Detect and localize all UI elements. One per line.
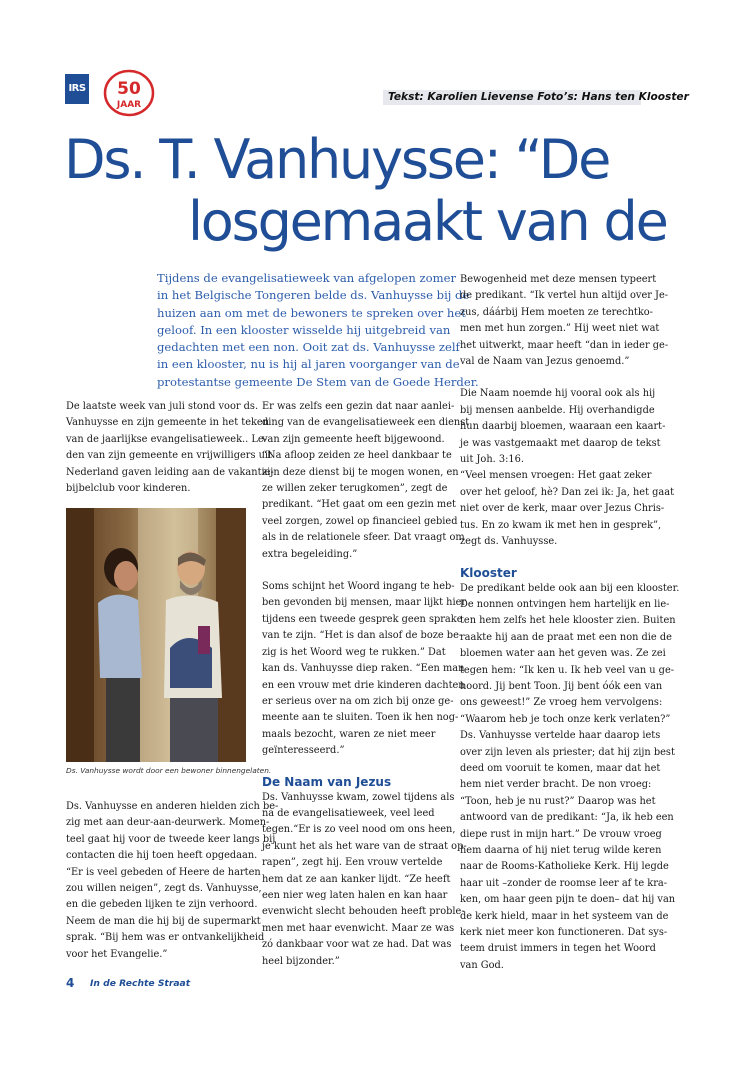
text-line: Soms schijnt het Woord ingang te heb-	[262, 581, 455, 593]
text-line: een nier weg laten halen en kan haar	[262, 889, 448, 901]
text-line: “Na afloop zeiden ze heel dankbaar te	[262, 450, 452, 462]
text-line: ben gevonden bij mensen, maar lijkt hier	[262, 597, 467, 609]
intro-line: protestantse gemeente De Stem van de Goede Herder.	[157, 374, 479, 389]
text-line: Nederland gaven leiding aan de vakantie-	[66, 466, 274, 478]
text-line: van God.	[460, 959, 504, 971]
text-line: van de jaarlijkse evangelisatieweek.. Le-	[66, 433, 267, 445]
text-line: je kunt het als het ware van de straat op-	[262, 840, 467, 852]
text-line: extra begeleiding.”	[262, 548, 358, 560]
text-line: en een vrouw met drie kinderen dachten	[262, 679, 465, 691]
text-line: De nonnen ontvingen hem hartelijk en lie-	[460, 598, 670, 610]
text-line: er serieus over na om zich bij onze ge-	[262, 695, 454, 707]
intro-line: in een klooster, nu is hij al jaren voorganger van de	[157, 357, 460, 372]
photo-text-credit: Tekst: Karolien Lievense Foto’s: Hans ten Klooster	[383, 90, 641, 105]
text-line: uit Joh. 3:16.	[460, 454, 524, 466]
page-title-line2: losgemaakt van de	[188, 190, 667, 253]
text-line: “Toon, heb je nu rust?” Daarop was het	[460, 795, 656, 807]
text-line: ding van de evangelisatieweek een dienst	[262, 417, 470, 429]
text-line: hoord. Jij bent Toon. Jij bent óók een van	[460, 680, 663, 692]
column-1-top	[66, 399, 274, 497]
column-3	[460, 272, 680, 974]
text-line: zó dankbaar voor wat ze had. Dat was	[262, 939, 452, 951]
text-line: naar de Rooms-Katholieke Kerk. Hij legde	[460, 861, 669, 873]
logo-50-word: JAAR	[116, 100, 142, 110]
text-line: de predikant. “Ik vertel hun altijd over Je-	[460, 290, 669, 302]
text-line: val de Naam van Jezus genoemd.”	[460, 356, 630, 368]
text-line: heel bijzonder.”	[262, 955, 340, 967]
text-line: bloemen water aan het geven was. Ze zei	[460, 648, 666, 660]
text-line: zijn deze dienst bij te mogen wonen, en	[262, 466, 459, 478]
column-1-bottom	[66, 799, 279, 963]
text-line: kerk niet meer kon functioneren. Dat sys-	[460, 927, 668, 939]
page-number: 4	[66, 976, 75, 990]
text-line: tegen hem: “Ik ken u. Ik heb veel van u ge-	[460, 664, 675, 676]
text-line: zig met aan deur-aan-deurwerk. Momen-	[66, 817, 270, 829]
text-line: den van zijn gemeente en vrijwilligers uit	[66, 450, 272, 462]
text-line: deed om vooruit te komen, maar dat het	[460, 762, 661, 774]
text-line: tegen.“Er is zo veel nood om ons heen,	[262, 824, 456, 836]
article-photo	[66, 508, 246, 762]
text-line: “Veel mensen vroegen: Het gaat zeker	[460, 470, 652, 482]
irs-logo: IRS	[65, 74, 89, 104]
text-line: maals bezocht, waren ze niet meer	[262, 728, 436, 740]
text-line: Die Naam noemde hij vooral ook als hij	[460, 388, 656, 400]
text-line: over het geloof, hè? Dan zei ik: Ja, het gaat	[460, 486, 675, 498]
text-line: niet over de kerk, maar over Jezus Chris-	[460, 503, 665, 515]
text-line: zus, dáárbij Hem moeten ze terechtko-	[460, 306, 653, 318]
text-line: diepe rust in mijn hart.” De vrouw vroeg	[460, 828, 662, 840]
text-line: hem dat ze aan kanker lijdt. “Ze heeft	[262, 873, 451, 885]
text-line: veel zorgen, zowel op financieel gebied	[262, 515, 458, 527]
text-line: raakte hij aan de praat met een non die de	[460, 631, 672, 643]
text-line: Ds. Vanhuysse vertelde haar daarop iets	[460, 730, 661, 742]
text-line: predikant. “Het gaat om een gezin met	[262, 499, 456, 511]
intro-line: gedachten met een non. Ooit zat ds. Vanhuysse zelf	[157, 340, 460, 355]
photo-illustration	[66, 508, 246, 762]
text-line: Ds. Vanhuysse kwam, zowel tijdens als	[262, 791, 455, 803]
text-line: ten hem zelfs het hele klooster zien. Buiten	[460, 615, 676, 627]
subheading-de-naam-van-jezus: De Naam van Jezus	[262, 774, 392, 789]
text-line: haar uit –zonder de roomse leer af te kra-	[460, 877, 668, 889]
subheading-klooster: Klooster	[460, 565, 517, 580]
logo-50-number: 50	[117, 79, 141, 99]
text-line: teem druist immers in tegen het Woord	[460, 943, 656, 955]
text-line: “Waarom heb je toch onze kerk verlaten?”	[460, 713, 671, 725]
text-line: Er was zelfs een gezin dat naar aanlei-	[262, 401, 455, 412]
text-line: bijbelclub voor kinderen.	[66, 483, 191, 495]
text-line: zig is het Woord weg te rukken.” Dat	[262, 646, 446, 658]
text-line: geïnteresseerd.”	[262, 745, 345, 757]
text-line: en die gebeden lijken te zijn verhoord.	[66, 899, 258, 911]
text-line: van zijn gemeente heeft bijgewoond.	[262, 433, 445, 445]
text-line: meente aan te sluiten. Toen ik hen nog-	[262, 712, 459, 724]
text-line: men met haar evenwicht. Maar ze was	[262, 922, 455, 934]
text-line: evenwicht slecht behouden heeft proble-	[262, 906, 465, 918]
page-title-line1: Ds. T. Vanhuysse: “De	[64, 128, 610, 191]
intro-line: in het Belgische Tongeren belde ds. Vanhuysse bij de	[157, 288, 470, 303]
text-line: ons geweest!” Ze vroeg hem vervolgens:	[460, 697, 663, 709]
text-line: kan ds. Vanhuysse diep raken. “Een man	[262, 663, 465, 675]
intro-line: geloof. In een klooster wisselde hij uitgebreid van	[157, 322, 451, 337]
text-line: na de evangelisatieweek, veel leed	[262, 807, 435, 819]
text-line: hem daarna of hij niet terug wilde keren	[460, 845, 662, 856]
text-line: als in de relationele sfeer. Dat vraagt om	[262, 532, 465, 544]
text-line: rapen”, zegt hij. Een vrouw vertelde	[262, 857, 443, 869]
text-line: ken, om haar geen pijn te doen– dat hij van	[460, 894, 676, 906]
text-line: De predikant belde ook aan bij een klooster.	[460, 582, 680, 594]
text-line: “Er is veel gebeden of Heere de harten	[66, 866, 261, 878]
text-line: hun daarbij bloemen, waaraan een kaart-	[460, 421, 666, 433]
text-line: Vanhuysse en zijn gemeente in het teken	[66, 417, 270, 429]
text-line: bij mensen aanbelde. Hij overhandigde	[460, 404, 655, 416]
text-line: zou willen neigen”, zegt ds. Vanhuysse,	[66, 883, 262, 895]
text-line: Neem de man die hij bij de supermarkt	[66, 915, 261, 927]
magazine-name: In de Rechte Straat	[90, 978, 191, 989]
intro-line: Tijdens de evangelisatieweek van afgelopen zomer	[157, 271, 457, 285]
text-line: teel gaat hij voor de tweede keer langs bij	[66, 833, 276, 845]
photo-caption: Ds. Vanhuysse wordt door een bewoner binnengelaten.	[66, 766, 272, 775]
text-line: het uitwerkt, maar heeft “dan in ieder ge-	[460, 339, 669, 351]
text-line: antwoord van de predikant: “Ja, ik heb een	[460, 812, 674, 824]
text-line: voor het Evangelie.”	[66, 948, 168, 960]
text-line: over zijn leven als priester; dat hij zijn best	[460, 746, 675, 758]
text-line: tijdens een tweede gesprek geen sprake	[262, 613, 463, 625]
text-line: sprak. “Bij hem was er ontvankelijkheid	[66, 932, 265, 944]
text-line: van te zijn. “Het is dan alsof de boze be-	[262, 630, 463, 642]
text-line: tus. En zo kwam ik met hen in gesprek”,	[460, 519, 662, 531]
text-line: ze willen zeker terugkomen”, zegt de	[262, 483, 448, 495]
text-line: Ds. Vanhuysse en anderen hielden zich be-	[66, 801, 279, 812]
intro-line: huizen aan om met de bewoners te spreken over het	[157, 305, 466, 320]
text-line: zegt ds. Vanhuysse.	[460, 536, 558, 548]
text-line: contacten die hij toen heeft opgedaan.	[66, 850, 258, 862]
50-jaar-logo	[96, 68, 162, 118]
text-line: De laatste week van juli stond voor ds.	[66, 401, 259, 412]
text-line: de kerk hield, maar in het systeem van de	[460, 910, 669, 922]
column-2	[262, 399, 470, 970]
intro-paragraph	[157, 270, 479, 391]
text-line: men met hun zorgen.” Hij weet niet wat	[460, 323, 660, 335]
text-line: je was vastgemaakt met daarop de tekst	[460, 437, 661, 449]
text-line: Bewogenheid met deze mensen typeert	[460, 274, 657, 285]
text-line: hem niet verder bracht. De non vroeg:	[460, 779, 652, 791]
